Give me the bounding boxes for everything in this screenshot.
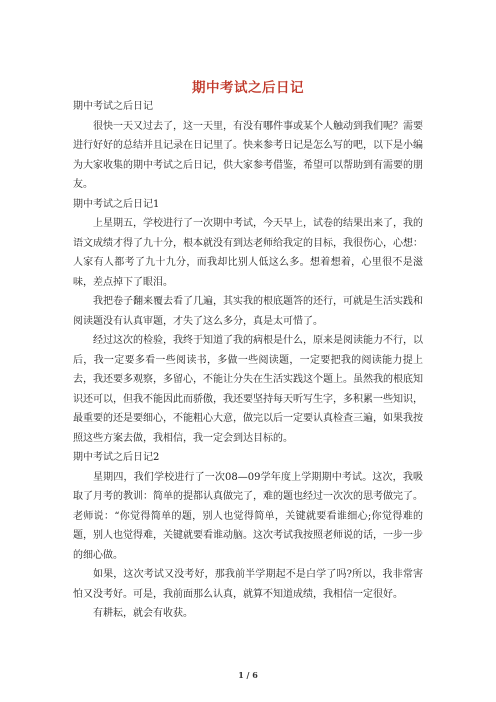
body-paragraph: 上星期五，学校进行了一次期中考试，今天早上，试卷的结果出来了，我的语文成绩才得了九十分，根本就没有到达老师给我定的目标，我很伤心，心想：人家有人都考了九十九分，而我却比别人低这么多。想着想着，心里很不是滋味，差点掉下了眼泪。 bbox=[73, 218, 423, 288]
section-heading: 期中考试之后日记 bbox=[73, 101, 153, 112]
section-heading: 期中考试之后日记2 bbox=[73, 452, 160, 463]
body-paragraph: 有耕耘，就会有收获。 bbox=[93, 608, 193, 619]
body-paragraph: 经过这次的检验，我终于知道了我的病根是什么，原来是阅读能力不行，以后，我一定要多看一些阅读书，多做一些阅读题，一定要把我的阅读能力提上去，我还要多观察，多留心，不能让分失在生活实践这个题上。虽然我的根底知识还可以，但我不能因此而骄傲，我还要坚持每天听写生字，多积累一些知识，最重要的还是要细心，不能粗心大意，做完以后一定要认真检查三遍，如果我按照这些方案去做，我相信，我一定会到达目标的。 bbox=[73, 335, 423, 444]
body-paragraph: 星期四，我们学校进行了一次08—09学年度上学期期中考试。这次，我吸取了月考的教训：简单的提都认真做完了，难的题也经过一次次的思考做完了。老师说：“你觉得简单的题，别人也觉得简单，关键就要看谁细心;你觉得难的题，别人也觉得难，关键就要看谁动脑。这次考试我按照老师说的话，一步一步的细心做。 bbox=[73, 471, 423, 561]
page-title: 期中考试之后日记 bbox=[192, 80, 304, 96]
body-paragraph: 很快一天又过去了，这一天里，有没有哪件事或某个人触动到我们呢？需要进行好好的总结并且记录在日记里了。快来参考日记是怎么写的吧，以下是小编为大家收集的期中考试之后日记，供大家参考借鉴，希望可以帮助到有需要的朋友。 bbox=[73, 120, 423, 190]
document-body bbox=[73, 97, 423, 624]
page-number: 1 / 6 bbox=[238, 670, 258, 680]
section-heading: 期中考试之后日记1 bbox=[73, 198, 160, 210]
body-paragraph: 如果，这次考试又没考好，那我前半学期起不是白学了吗?所以，我非常害怕又没考好。可是，我前面那么认真，就算不知道成绩，我相信一定很好。 bbox=[73, 569, 423, 600]
body-paragraph: 我把卷子翻来覆去看了几遍，其实我的根底题答的还行，可就是生活实践和阅读题没有认真审题，才失了这么多分，真是太可惜了。 bbox=[73, 296, 423, 327]
